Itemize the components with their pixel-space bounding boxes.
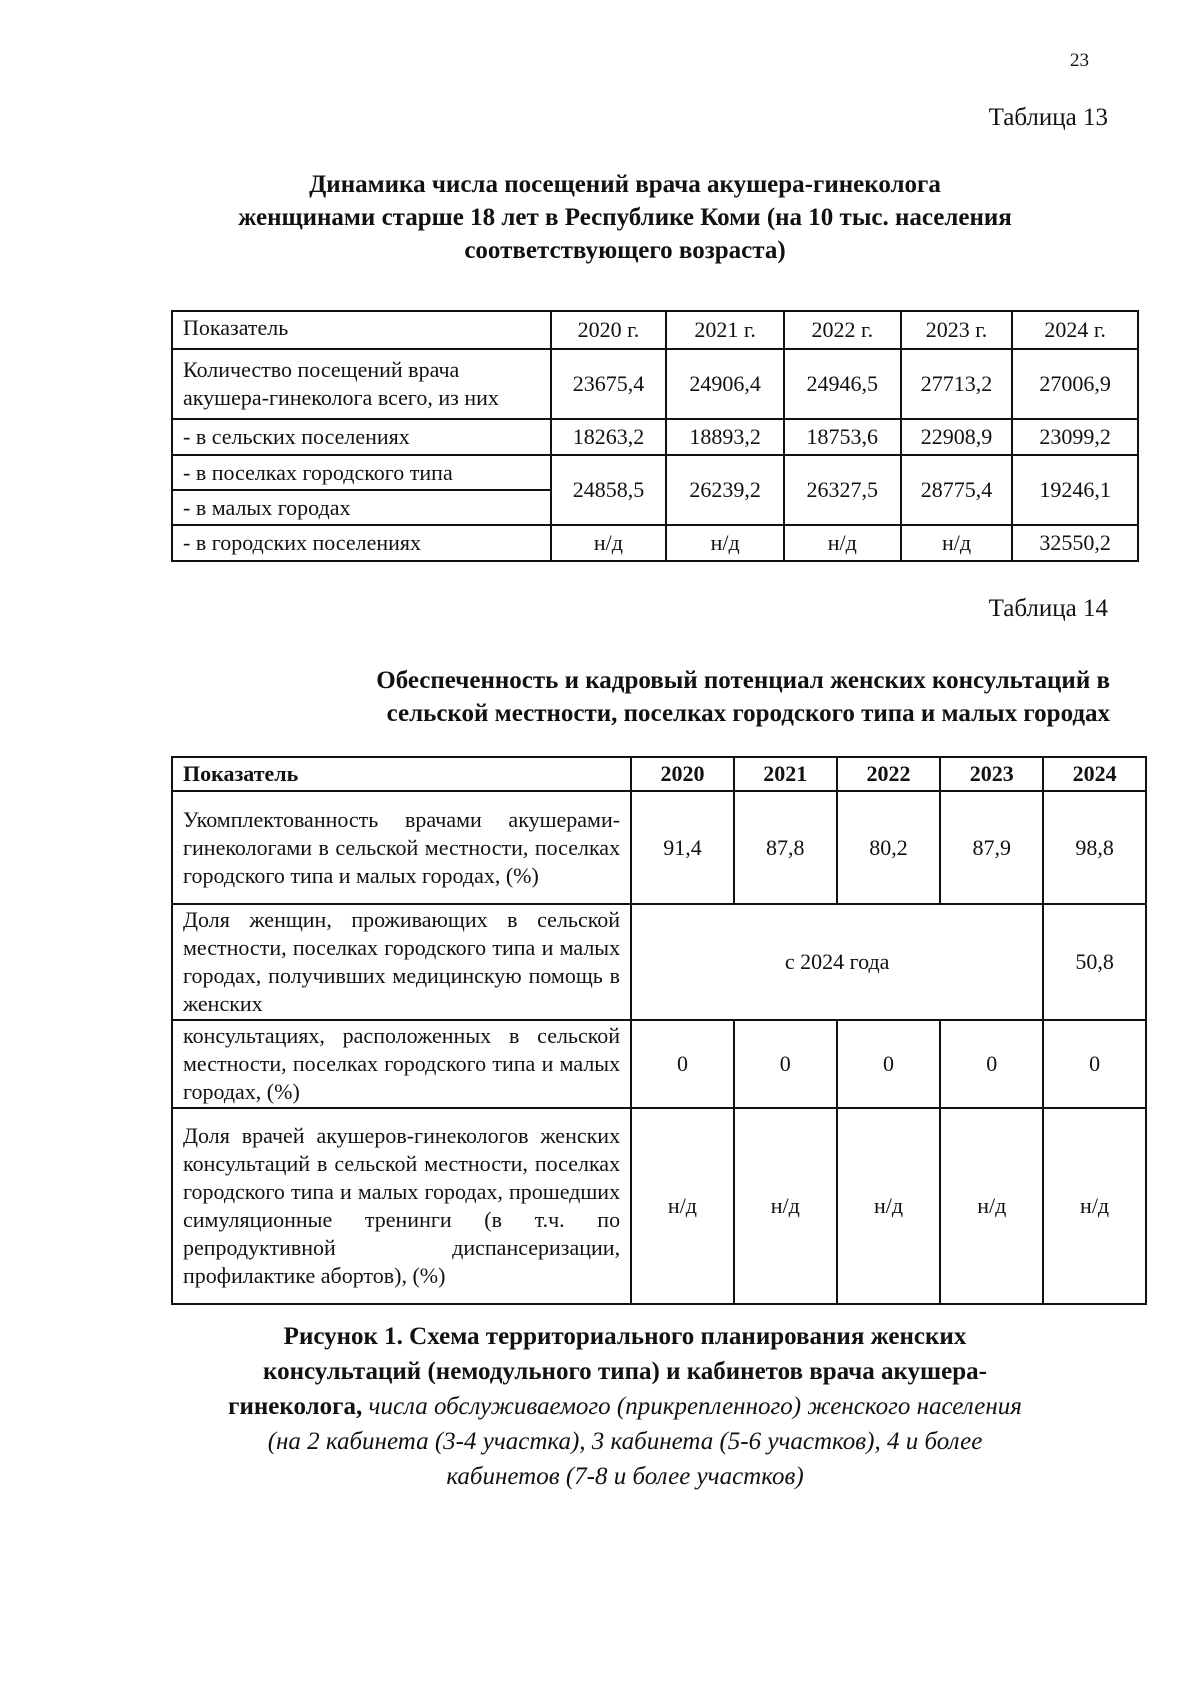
table-cell: 19246,1: [1012, 455, 1138, 525]
merged-note-cell: с 2024 года: [631, 904, 1043, 1020]
table-cell: н/д: [1043, 1108, 1146, 1304]
table-cell: 87,9: [940, 791, 1043, 904]
row-label: - в сельских поселениях: [172, 419, 551, 455]
table13-title-line: Динамика числа посещений врача акушера-гинеколога: [309, 171, 941, 198]
table-cell: 0: [837, 1020, 941, 1108]
figure1-caption-bold: гинеколога,: [228, 1393, 363, 1420]
row-label: - в городских поселениях: [172, 525, 551, 561]
figure1-caption-line: [150, 1389, 1100, 1424]
table14-header-cell: Показатель: [172, 757, 631, 791]
table-cell: 18263,2: [551, 419, 667, 455]
table14: [171, 756, 1147, 1305]
figure1-caption: [150, 1319, 1100, 1494]
table14-header-cell: 2020: [631, 757, 734, 791]
table-cell: н/д: [901, 525, 1013, 561]
table-cell: 32550,2: [1012, 525, 1138, 561]
table-cell: 23675,4: [551, 349, 667, 419]
row-label: консультациях, расположенных в сельской местности, поселках городского типа и малых городах, (%): [172, 1020, 631, 1108]
row-label: - в малых городах: [172, 490, 551, 525]
table-cell: 0: [631, 1020, 734, 1108]
table-cell: н/д: [940, 1108, 1043, 1304]
row-label: [172, 349, 551, 419]
table-cell: н/д: [784, 525, 901, 561]
table13-header-cell: 2021 г.: [666, 311, 784, 349]
figure1-caption-line: кабинетов (7-8 и более участков): [446, 1463, 804, 1490]
table13-title: [150, 168, 1100, 267]
table14-label: Таблица 14: [988, 595, 1108, 622]
table-cell: 26239,2: [666, 455, 784, 525]
figure1-caption-line: Рисунок 1. Схема территориального планирования женских: [283, 1323, 967, 1350]
row-label: Доля врачей акушеров-гинекологов женских консультаций в сельской местности, поселках городского типа и малых городах, прошедших симуляционные тренинги (в т.ч. по репродуктивной диспансеризации, профилактике абортов), (%): [172, 1108, 631, 1304]
row-label: Доля женщин, проживающих в сельской местности, поселках городского типа и малых городах, получивших медицинскую помощь в женских: [172, 904, 631, 1020]
table-cell: н/д: [837, 1108, 941, 1304]
table-cell: 27713,2: [901, 349, 1013, 419]
table13-label: Таблица 13: [988, 104, 1108, 131]
table13-header-cell: 2024 г.: [1012, 311, 1138, 349]
table-cell: н/д: [631, 1108, 734, 1304]
table-cell: н/д: [666, 525, 784, 561]
figure1-caption-italic: числа обслуживаемого (прикрепленного) женского населения: [362, 1393, 1022, 1420]
table-cell: 91,4: [631, 791, 734, 904]
table-row: [172, 525, 1138, 561]
table13-title-line: женщинами старше 18 лет в Республике Коми (на 10 тыс. населения: [238, 204, 1012, 231]
table-cell: 50,8: [1043, 904, 1146, 1020]
row-label: Укомплектованность врачами акушерами-гинекологами в сельской местности, поселках городского типа и малых городах, (%): [172, 791, 631, 904]
row-label: - в поселках городского типа: [172, 455, 551, 490]
table-cell: н/д: [551, 525, 667, 561]
table-cell: 24946,5: [784, 349, 901, 419]
table-cell: 87,8: [734, 791, 837, 904]
table13: [171, 310, 1139, 562]
table-cell: 18753,6: [784, 419, 901, 455]
row-label-line: Количество посещений врача: [183, 357, 460, 382]
table13-header-cell: 2023 г.: [901, 311, 1013, 349]
table-cell: 26327,5: [784, 455, 901, 525]
table-cell: 18893,2: [666, 419, 784, 455]
table-cell: 0: [734, 1020, 837, 1108]
table14-header-cell: 2023: [940, 757, 1043, 791]
table14-title: [150, 664, 1110, 730]
table-row: [172, 791, 1146, 904]
table14-header-cell: 2024: [1043, 757, 1146, 791]
table14-title-line: сельской местности, поселках городского типа и малых городах: [386, 700, 1110, 727]
table-cell: 27006,9: [1012, 349, 1138, 419]
table-row: [172, 1108, 1146, 1304]
table-cell: 22908,9: [901, 419, 1013, 455]
table-cell: 28775,4: [901, 455, 1013, 525]
table-cell: 0: [940, 1020, 1043, 1108]
figure1-caption-line: (на 2 кабинета (3-4 участка), 3 кабинета (5-6 участков), 4 и более: [267, 1428, 983, 1455]
table-row: [172, 349, 1138, 419]
table-cell: 0: [1043, 1020, 1146, 1108]
table13-header-cell: 2022 г.: [784, 311, 901, 349]
table14-header-cell: 2021: [734, 757, 837, 791]
table-cell: 23099,2: [1012, 419, 1138, 455]
table13-header-cell: Показатель: [172, 311, 551, 349]
table-row: [172, 1020, 1146, 1108]
table-cell: 24906,4: [666, 349, 784, 419]
table13-header-row: [172, 311, 1138, 349]
table-row: [172, 904, 1146, 1020]
table13-header-cell: 2020 г.: [551, 311, 667, 349]
table-row: [172, 419, 1138, 455]
table14-header-row: [172, 757, 1146, 791]
row-label-line: акушера-гинеколога всего, из них: [183, 385, 499, 410]
table14-title-line: Обеспеченность и кадровый потенциал женских консультаций в: [376, 667, 1110, 694]
table13-title-line: соответствующего возраста): [464, 237, 786, 264]
table-cell: н/д: [734, 1108, 837, 1304]
table-cell: 80,2: [837, 791, 941, 904]
table-row: [172, 455, 1138, 490]
page-number: 23: [1070, 50, 1089, 71]
table-cell: 24858,5: [551, 455, 667, 525]
table14-header-cell: 2022: [837, 757, 941, 791]
figure1-caption-line: консультаций (немодульного типа) и кабинетов врача акушера-: [263, 1358, 987, 1385]
table-cell: 98,8: [1043, 791, 1146, 904]
